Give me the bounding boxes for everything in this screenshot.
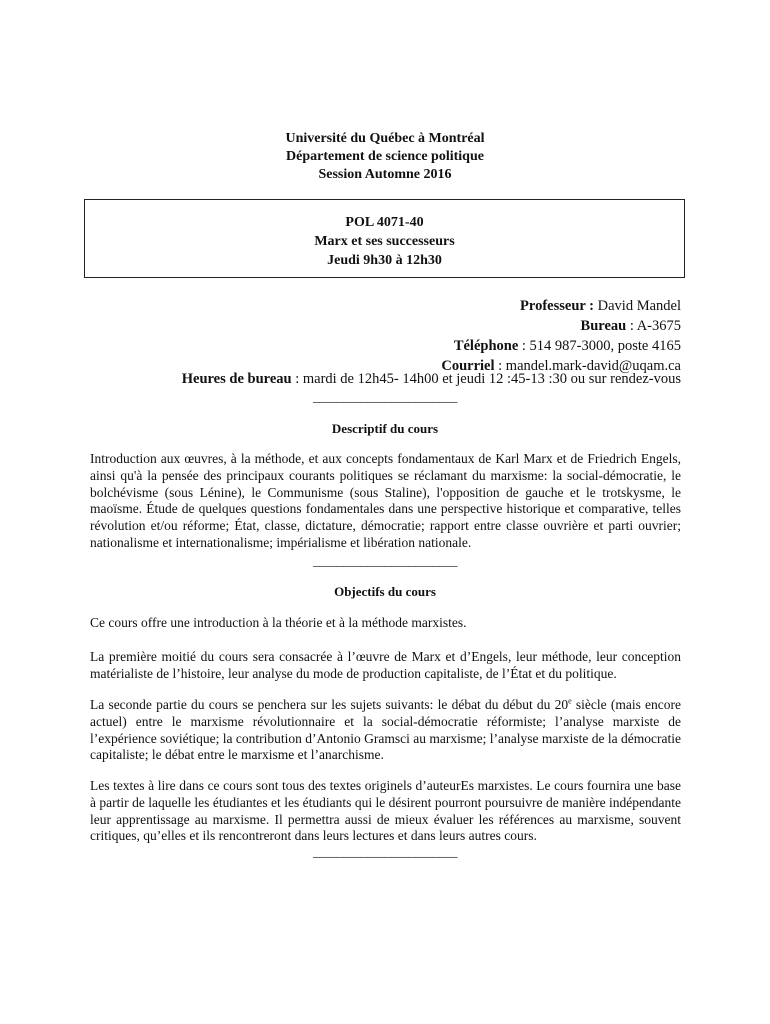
- phone-value: : 514 987-3000, poste 4165: [518, 338, 681, 354]
- course-info-box: [84, 199, 685, 278]
- office-hours-value: : mardi de 12h45- 14h00 et jeudi 12 :45-13 :30 ou sur rendez-vous: [291, 371, 681, 387]
- objectives-paragraph-3: [90, 697, 681, 764]
- description-title: Descriptif du cours: [331, 421, 439, 436]
- course-schedule: Jeudi 9h30 à 12h30: [327, 253, 442, 268]
- phone-label: Téléphone: [453, 338, 519, 354]
- professor-label: Professeur :: [520, 298, 595, 314]
- email-label: Courriel: [441, 358, 495, 374]
- professor-value: David Mandel: [594, 298, 681, 314]
- objectives-paragraph-2: La première moitié du cours sera consacrée à l’œuvre de Marx et d’Engels, leur méthode, leur conception matérialiste de l’histoire, leur analyse du mode de production capitaliste, de l’État et du politique.: [90, 649, 681, 681]
- objectives-title: Objectifs du cours: [334, 584, 436, 599]
- office-hours-label: Heures de bureau: [181, 371, 292, 387]
- separator-line: ________________________: [313, 844, 457, 859]
- description-paragraph: Introduction aux œuvres, à la méthode, et aux concepts fondamentaux de Karl Marx et de Friedrich Engels, ainsi qu'à la pensée des principaux courants politiques se réclamant du marxisme: la social-démocratie, le bolchévisme (sous Lénine), le Communisme (sous Staline), l'opposition de gauche et le trotskysme, le maoïsme. Étude de quelques questions fondamentales dans une perspective historique et comparative, telles révolution et/ou réforme; État, classe, dictature, démocratie; rapport entre classe ouvrière et parti ouvrier; nationalisme et internationalisme; impérialisme et libération nationale.: [90, 451, 681, 550]
- office-value: : A-3675: [626, 318, 681, 334]
- document-header: [0, 130, 770, 184]
- paragraph-3-start: La seconde partie du cours se penchera sur les sujets suivants: le débat du début du 20: [90, 697, 569, 712]
- paragraph-3-end: siècle (mais encore actuel) entre le marxisme révolutionnaire et la social-démocratie réformiste; l’analyse marxiste de l’expérience soviétique; la contribution d’Antonio Gramsci au marxisme; l’analyse marxiste de la démocratie capitaliste; le débat entre le marxisme et l’anarchisme.: [90, 697, 681, 763]
- separator-line: ________________________: [313, 389, 457, 404]
- separator-line: ________________________: [313, 553, 457, 568]
- objectives-paragraph-4: Les textes à lire dans ce cours sont tous des textes originels d’auteurEs marxistes. Le cours fournira une base à partir de laquelle les étudiantes et les étudiants qui le désirent pourront poursuivre de manière indépendante leur apprentissage au marxisme. Il permettra aussi de mieux évaluer les références au marxisme, souvent critiques, qu’elles et ils rencontreront dans leurs lectures et dans leurs autres cours.: [90, 778, 681, 844]
- department-name: Département de science politique: [286, 149, 484, 164]
- office-hours-line: [0, 369, 681, 389]
- session-name: Session Automne 2016: [318, 167, 452, 182]
- university-name: Université du Québec à Montréal: [285, 131, 485, 146]
- phone-line: [441, 336, 681, 356]
- professor-info: [441, 296, 681, 376]
- objectives-paragraph-1: Ce cours offre une introduction à la théorie et à la méthode marxistes.: [90, 615, 467, 630]
- professor-line: [441, 296, 681, 316]
- office-line: [441, 316, 681, 336]
- email-value: : mandel.mark-david@uqam.ca: [494, 358, 681, 374]
- ordinal-superscript: e: [568, 696, 572, 706]
- course-code: POL 4071-40: [345, 215, 424, 230]
- office-label: Bureau: [580, 318, 627, 334]
- course-title: Marx et ses successeurs: [314, 234, 455, 249]
